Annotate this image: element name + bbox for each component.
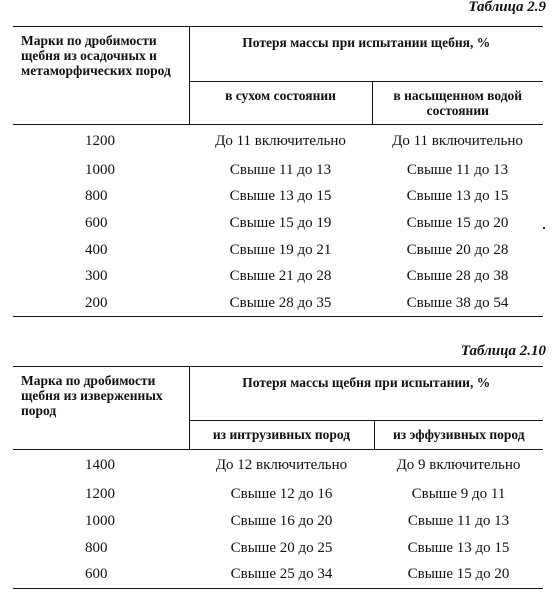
grade-cell: 600: [13, 562, 189, 589]
table-row: [13, 263, 543, 290]
value-cell: Свыше 12 до 16: [230, 485, 333, 502]
grade-cell: 1400: [85, 456, 115, 473]
column-header-grade: Марки по дробимости щебня из осадочных и метаморфических пород: [13, 27, 189, 125]
column-header-dry: в сухом состоянии: [189, 82, 372, 125]
value-cell: До 11 включительно: [215, 132, 346, 149]
grade-cell: 400: [85, 241, 108, 258]
column-header-intrusive: из интрузивных пород: [189, 421, 374, 450]
value-cell: Свыше 13 до 15: [406, 188, 509, 205]
value-cell: Свыше 11 до 13: [407, 512, 510, 529]
grade-cell: 300: [85, 268, 108, 285]
column-header-grade: Марка по дробимости щебня из изверженных пород: [13, 367, 189, 450]
table-2-9: [13, 26, 543, 317]
table-row: [13, 508, 543, 535]
value-cell: Свыше 20 до 25: [230, 539, 333, 556]
value-cell: Свыше 38 до 54: [372, 290, 543, 317]
value-cell: Свыше 9 до 11: [411, 485, 506, 502]
value-cell: Свыше 15 до 20: [406, 215, 509, 232]
table-row: [13, 210, 543, 237]
table-row: [13, 562, 543, 589]
value-cell: Свыше 20 до 28: [406, 241, 509, 258]
table-row: [13, 184, 543, 211]
grade-cell: 1200: [85, 132, 115, 149]
value-cell: До 11 включительно: [392, 132, 523, 149]
table-row: [13, 450, 543, 481]
table-row: [13, 237, 543, 264]
table-row: [13, 535, 543, 562]
grade-cell: 800: [85, 539, 108, 556]
value-cell: Свыше 16 до 20: [230, 512, 333, 529]
value-cell: До 9 включительно: [396, 456, 521, 473]
table-row: [13, 481, 543, 508]
table-caption: Таблица 2.10: [460, 343, 546, 359]
print-speck: [543, 227, 545, 229]
column-group-header: Потеря массы щебня при испытании, %: [189, 367, 543, 421]
table-row: [13, 157, 543, 184]
value-cell: Свыше 21 до 28: [229, 268, 332, 285]
grade-cell: 600: [85, 215, 108, 232]
value-cell: Свыше 28 до 35: [189, 290, 372, 317]
value-cell: Свыше 25 до 34: [189, 562, 374, 589]
table-row: [13, 290, 543, 317]
column-header-wet: в насыщенном водой состоянии: [372, 82, 543, 125]
grade-cell: 1200: [85, 485, 115, 502]
column-group-header: Потеря массы при испытании щебня, %: [189, 27, 543, 82]
value-cell: Свыше 28 до 38: [406, 268, 509, 285]
grade-cell: 200: [13, 290, 189, 317]
value-cell: Свыше 13 до 15: [407, 539, 510, 556]
grade-cell: 1000: [85, 512, 115, 529]
value-cell: До 12 включительно: [215, 456, 348, 473]
value-cell: Свыше 15 до 19: [229, 215, 332, 232]
grade-cell: 800: [85, 188, 108, 205]
table-row: [13, 125, 543, 158]
value-cell: Свыше 11 до 13: [406, 161, 509, 178]
value-cell: Свыше 15 до 20: [374, 562, 543, 589]
table-caption: Таблица 2.9: [468, 0, 546, 15]
value-cell: Свыше 13 до 15: [229, 188, 332, 205]
value-cell: Свыше 19 до 21: [229, 241, 332, 258]
value-cell: Свыше 11 до 13: [229, 161, 332, 178]
column-header-effusive: из эффузивных пород: [374, 421, 543, 450]
table-2-10: [13, 366, 543, 589]
grade-cell: 1000: [85, 161, 115, 178]
